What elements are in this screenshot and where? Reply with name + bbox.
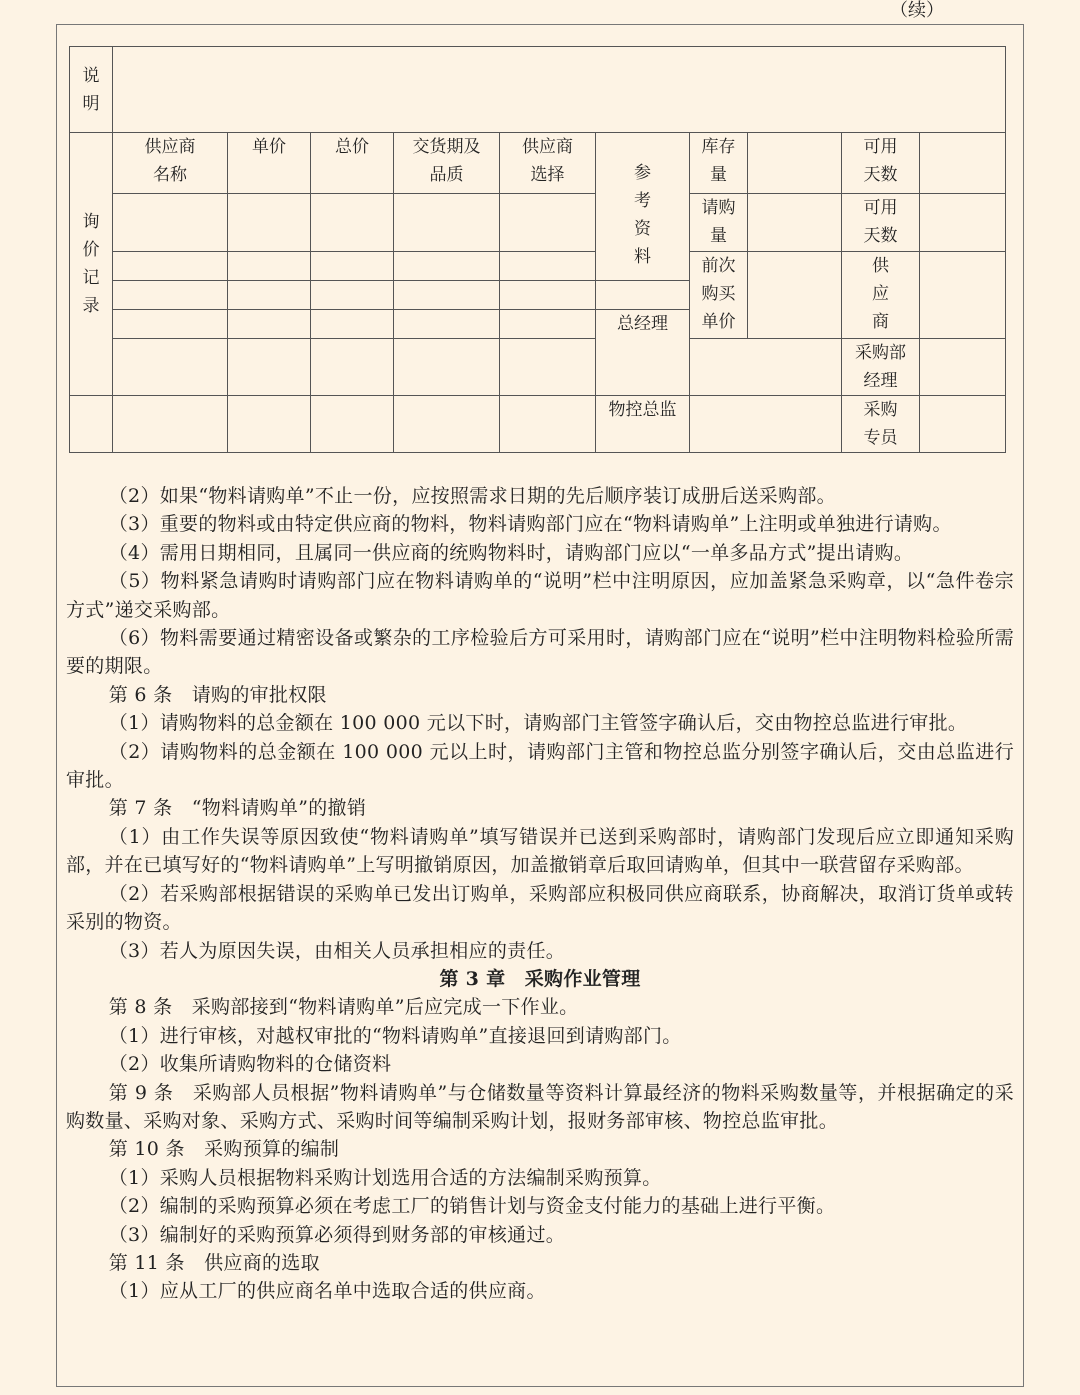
inquiry-cell[interactable] <box>311 252 394 281</box>
inquiry-cell[interactable] <box>113 281 228 310</box>
inquiry-cell[interactable] <box>394 339 500 396</box>
paragraph: （3）编制好的采购预算必须得到财务部的审核通过。 <box>108 1223 566 1246</box>
remark-input-cell[interactable] <box>113 47 1006 133</box>
inquiry-cell[interactable] <box>394 194 500 252</box>
materials-director-label: 物控总监 <box>596 396 690 453</box>
inquiry-cell[interactable] <box>394 310 500 339</box>
paragraph: （2）编制的采购预算必须在考虑工厂的销售计划与资金支付能力的基础上进行平衡。 <box>108 1195 836 1218</box>
inquiry-cell[interactable] <box>113 194 228 252</box>
purchasing-specialist-label: 采购专员 <box>842 396 920 453</box>
header-delivery-quality: 交货期及品质 <box>394 133 500 194</box>
general-manager-label: 总经理 <box>596 310 690 396</box>
reference-label-cell <box>596 133 690 281</box>
request-qty-label: 请购量 <box>690 194 748 252</box>
document-body <box>66 482 1014 1306</box>
inquiry-cell[interactable] <box>311 310 394 339</box>
inquiry-cell[interactable] <box>311 194 394 252</box>
inquiry-cell[interactable] <box>228 252 311 281</box>
supplier-label: 供应商 <box>842 252 920 339</box>
inquiry-cell[interactable] <box>228 396 311 453</box>
header-supplier-choice: 供应商选择 <box>500 133 596 194</box>
paragraph: （2）收集所请购物料的仓储资料 <box>108 1053 392 1076</box>
purchasing-manager-label: 采购部经理 <box>842 339 920 396</box>
inquiry-cell[interactable] <box>394 252 500 281</box>
inquiry-cell[interactable] <box>500 194 596 252</box>
inquiry-cell[interactable] <box>228 339 311 396</box>
paragraph: （2）请购物料的总金额在 100 000 元以上时，请购部门主管和物控总监分别签字确认后，交由总监进行审批。 <box>66 740 1014 792</box>
purchasing-specialist-signature[interactable] <box>920 396 1006 453</box>
inquiry-cell[interactable] <box>500 252 596 281</box>
article-heading: 第 7 条 “物料请购单”的撤销 <box>108 797 367 820</box>
inquiry-cell[interactable] <box>394 396 500 453</box>
inquiry-label-cell <box>70 133 113 396</box>
paragraph: （1）应从工厂的供应商名单中选取合适的供应商。 <box>108 1280 546 1303</box>
available-days-value-1[interactable] <box>920 133 1006 194</box>
paragraph: （3）重要的物料或由特定供应商的物料，物料请购部门应在“物料请购单”上注明或单独进行请购。 <box>108 513 952 536</box>
continued-mark: （续） <box>890 0 944 21</box>
inquiry-cell[interactable] <box>500 310 596 339</box>
inquiry-cell[interactable] <box>311 396 394 453</box>
inquiry-cell[interactable] <box>228 281 311 310</box>
inquiry-cell[interactable] <box>500 281 596 310</box>
paragraph: （1）请购物料的总金额在 100 000 元以下时，请购部门主管签字确认后，交由物控总监进行审批。 <box>108 712 968 735</box>
paragraph: （2）如果“物料请购单”不止一份，应按照需求日期的先后顺序装订成册后送采购部。 <box>108 485 836 507</box>
inquiry-cell[interactable] <box>394 281 500 310</box>
inquiry-cell[interactable] <box>228 310 311 339</box>
header-unit-price: 单价 <box>228 133 311 194</box>
article-heading: 第 9 条 采购部人员根据”物料请购单”与仓储数量等资料计算最经济的物料采购数量等，并根据确定的采购数量、采购对象、采购方式、采购时间等编制采购计划，报财务部审核、物控总监审批。 <box>66 1081 1014 1132</box>
purchase-request-form-table <box>69 46 1006 453</box>
supplier-value[interactable] <box>920 252 1006 339</box>
chapter-title: 第 3 章 采购作业管理 <box>439 967 641 990</box>
paragraph: （6）物料需要通过精密设备或繁杂的工序检验后方可采用时，请购部门应在“说明”栏中注明物料检验所需要的期限。 <box>66 627 1014 678</box>
inquiry-cell[interactable] <box>500 339 596 396</box>
inquiry-cell[interactable] <box>500 396 596 453</box>
materials-director-signature[interactable] <box>690 396 842 453</box>
inquiry-label-continuation <box>70 396 113 453</box>
inquiry-cell[interactable] <box>311 339 394 396</box>
article-heading: 第 11 条 供应商的选取 <box>108 1251 320 1274</box>
inquiry-cell[interactable] <box>113 396 228 453</box>
available-days-label-1: 可用天数 <box>842 133 920 194</box>
general-manager-signature[interactable] <box>690 339 842 396</box>
available-days-label-2: 可用天数 <box>842 194 920 252</box>
available-days-value-2[interactable] <box>920 194 1006 252</box>
article-heading: 第 6 条 请购的审批权限 <box>108 683 327 706</box>
purchasing-manager-signature[interactable] <box>920 339 1006 396</box>
inquiry-cell[interactable] <box>113 252 228 281</box>
inquiry-cell[interactable] <box>113 310 228 339</box>
reference-blank-cell[interactable] <box>596 281 690 310</box>
article-heading: 第 8 条 采购部接到“物料请购单”后应完成一下作业。 <box>108 996 579 1019</box>
inquiry-cell[interactable] <box>311 281 394 310</box>
stock-qty-value[interactable] <box>748 133 842 194</box>
remark-label-cell <box>70 47 113 133</box>
inquiry-label: 询价记录 <box>82 212 100 316</box>
header-total-price: 总价 <box>311 133 394 194</box>
paragraph: （1）由工作失误等原因致使“物料请购单”填写错误并已送到采购部时，请购部门发现后应立即通知采购部，并在已填写好的“物料请购单”上写明撤销原因，加盖撤销章后取回请购单，但其中一联营留存采购部。 <box>66 825 1014 877</box>
last-unit-price-label: 前次购买单价 <box>690 252 748 339</box>
reference-label: 参考资料 <box>633 163 651 267</box>
paragraph: （1）采购人员根据物料采购计划选用合适的方法编制采购预算。 <box>108 1166 662 1189</box>
paragraph: （1）进行审核，对越权审批的“物料请购单”直接退回到请购部门。 <box>108 1024 682 1047</box>
last-unit-price-value[interactable] <box>748 252 842 339</box>
article-heading: 第 10 条 采购预算的编制 <box>108 1138 340 1161</box>
inquiry-cell[interactable] <box>113 339 228 396</box>
stock-qty-label: 库存量 <box>690 133 748 194</box>
remark-label: 说明 <box>82 65 100 114</box>
paragraph: （5）物料紧急请购时请购部门应在物料请购单的“说明”栏中注明原因，应加盖紧急采购章，以“急件卷宗方式”递交采购部。 <box>66 570 1014 621</box>
paragraph: （2）若采购部根据错误的采购单已发出订购单，采购部应积极同供应商联系，协商解决，取消订货单或转采别的物资。 <box>66 882 1014 934</box>
request-qty-value[interactable] <box>748 194 842 252</box>
paragraph: （4）需用日期相同，且属同一供应商的统购物料时，请购部门应以“一单多品方式”提出请购。 <box>108 541 914 564</box>
inquiry-cell[interactable] <box>228 194 311 252</box>
header-supplier-name: 供应商名称 <box>113 133 228 194</box>
paragraph: （3）若人为原因失误，由相关人员承担相应的责任。 <box>108 939 566 962</box>
